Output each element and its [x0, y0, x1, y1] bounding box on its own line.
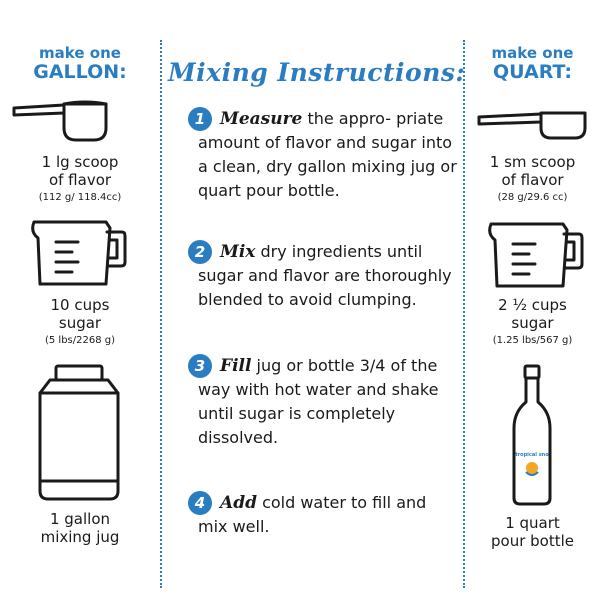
quart-header-bottom: QUART: — [493, 61, 572, 83]
quart-cups-label-2: sugar — [511, 314, 554, 332]
step-2 — [188, 240, 460, 312]
pour-bottle-icon — [512, 364, 552, 508]
gallon-header-top: make one — [39, 44, 121, 62]
step-text-first: jug or bottle 3/4 — [256, 356, 386, 375]
step-text-first: dry ingredients — [260, 242, 382, 261]
step-text-first: the appro- — [307, 109, 391, 128]
gallon-cups-detail: (5 lbs/2268 g) — [44, 335, 116, 346]
step-number-badge: 4 — [188, 491, 212, 515]
left-divider — [160, 40, 162, 588]
step-1 — [188, 107, 460, 203]
step-number-badge: 3 — [188, 354, 212, 378]
measuring-cup-icon — [28, 218, 128, 288]
gallon-cups-label-1: 10 cups — [50, 296, 110, 314]
step-keyword: Add — [220, 493, 257, 513]
step-number-badge: 2 — [188, 240, 212, 264]
step-text-first: cold water to fill — [262, 493, 392, 512]
quart-cups-detail: (1.25 lbs/567 g) — [492, 335, 573, 346]
small-scoop-icon — [475, 108, 590, 144]
gallon-scoop-label-1: 1 lg scoop — [41, 153, 119, 171]
step-text-rest: until sugar and flavor are thoroughly blended to avoid clumping. — [198, 242, 452, 309]
quart-scoop-label-1: 1 sm scoop — [489, 153, 576, 171]
mixing-jug-icon — [34, 363, 124, 503]
bottle-label-text: tropical sno — [515, 452, 549, 458]
gallon-cups-label-2: sugar — [58, 314, 102, 332]
quart-container-label-1: 1 quart — [505, 514, 560, 532]
gallon-container-label-2: mixing jug — [40, 528, 120, 546]
quart-scoop-detail: (28 g/29.6 cc) — [497, 192, 568, 203]
step-text-rest: of the way with hot water and shake until sugar is completely dissolved. — [198, 356, 439, 447]
quart-header-top: make one — [491, 44, 574, 62]
step-keyword: Mix — [220, 242, 256, 262]
step-number-badge: 1 — [188, 107, 212, 131]
step-text-rest: priate amount of flavor and sugar into a clean, dry gallon mixing jug or quart pour bottle. — [198, 109, 457, 200]
gallon-scoop-label-2: of flavor — [48, 171, 112, 189]
gallon-container-label-1: 1 gallon — [49, 510, 111, 528]
gallon-header-bottom: GALLON: — [33, 61, 127, 83]
quart-column — [465, 0, 600, 600]
step-keyword: Measure — [220, 109, 303, 129]
gallon-scoop-detail: (112 g/ 118.4cc) — [38, 192, 122, 203]
step-text-rest: and mix well. — [198, 493, 427, 536]
quart-cups-label-1: 2 ½ cups — [498, 296, 567, 314]
quart-scoop-label-2: of flavor — [501, 171, 564, 189]
large-scoop-icon — [10, 98, 110, 148]
measuring-cup-icon — [485, 220, 585, 290]
step-keyword: Fill — [220, 356, 252, 376]
step-4 — [188, 491, 460, 539]
step-3 — [188, 354, 460, 450]
quart-container-label-2: pour bottle — [491, 532, 574, 550]
page-title: Mixing Instructions: — [168, 58, 466, 87]
gallon-column — [0, 0, 160, 600]
